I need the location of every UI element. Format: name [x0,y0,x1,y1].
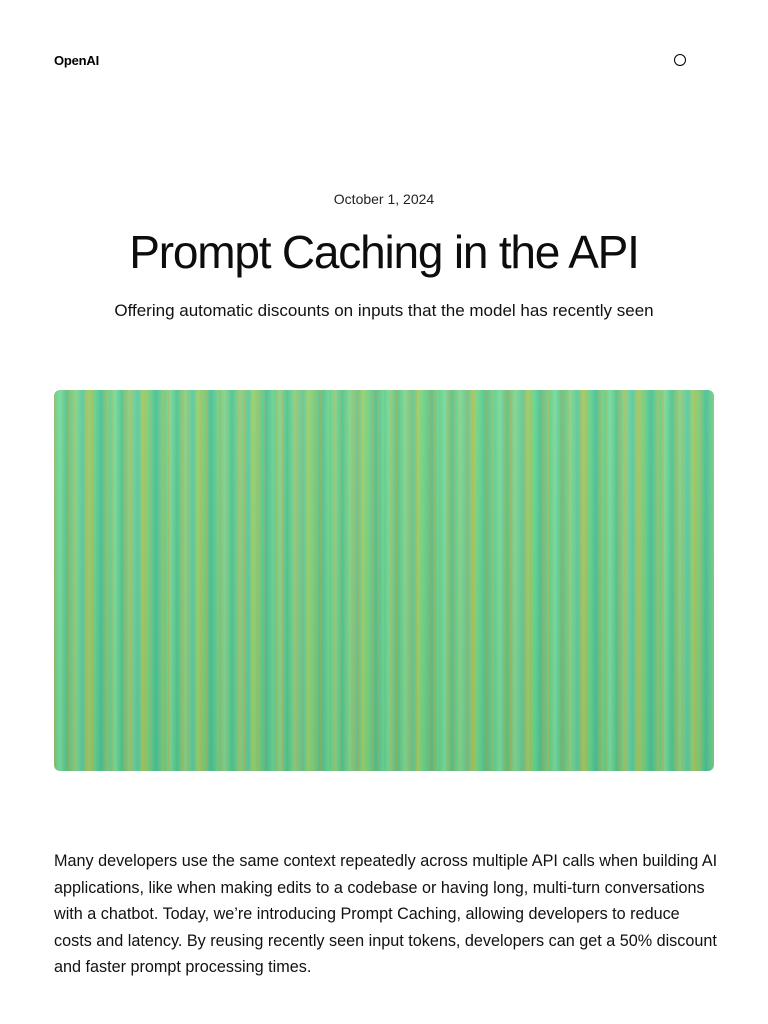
publish-date: October 1, 2024 [333,191,435,207]
openai-logo[interactable]: OpenAI [54,53,100,68]
hero-image-shade [54,390,714,771]
page-subtitle: Offering automatic discounts on inputs that the model has recently seen [114,301,654,320]
site-header [0,0,768,120]
article-intro-paragraph: Many developers use the same context repeatedly across multiple API calls when building AI applications, like when making edits to a codebase or having long, multi-turn conversations with a chatbot. Today, we’re introducing Prompt Caching, allowing developers to reduce costs and latency. By reusing recently seen input tokens, developers can get a 50% discount and faster prompt processing times. [54,852,718,977]
page-title: Prompt Caching in the API [129,226,639,278]
hero-image [54,390,714,771]
menu-button[interactable] [668,48,692,72]
menu-circle-icon [674,54,686,66]
article-hero [0,188,768,324]
